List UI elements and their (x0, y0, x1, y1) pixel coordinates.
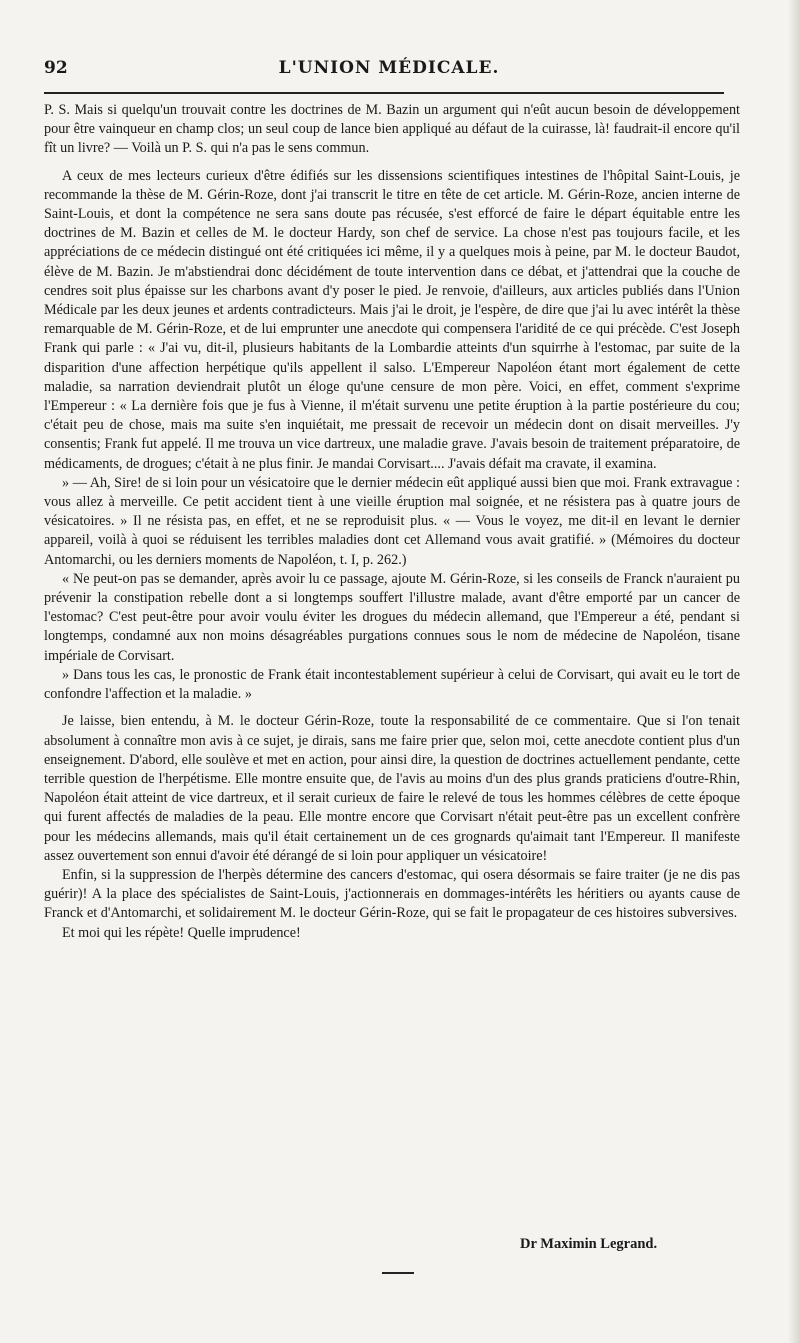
paragraph-postscript: P. S. Mais si quelqu'un trouvait contre les doctrines de M. Bazin un argument qui n'eût aucun besoin de développement pour être vainqueur en champ clos; un seul coup de lance bien appliqué au défaut de la cuirasse, là! faudrait-il encore qu'il fît un livre? — Voilà un P. S. qui n'a pas le sens commun. (44, 102, 740, 157)
author-signature: Dr Maximin Legrand. (520, 1236, 658, 1252)
paragraph: « Ne peut-on pas se demander, après avoir lu ce passage, ajoute M. Gérin-Roze, si les conseils de Franck n'auraient pu prévenir la constipation rebelle dont a si longtemps souffert l'illustre malade, avant d'être emporté par un cancer de l'estomac? C'est peut-être pour avoir voulu éviter les drogues du médecin allemand, que l'Empereur a été, pendant si longtemps, condamné aux non moins désagréables purgations connues sous le nom de médecine de Napoléon, tisane impériale de Corvisart. (44, 570, 740, 664)
running-title: L'UNION MÉDICALE. (278, 58, 500, 78)
paragraph: » Dans tous les cas, le pronostic de Frank était incontestablement supérieur à celui de Corvisart, qui avait eu le tort de confondre l'affection et la maladie. » (44, 666, 740, 703)
page-header (44, 58, 734, 84)
paragraph: Et moi qui les répète! Quelle imprudence! (62, 924, 301, 941)
header-rule (44, 92, 724, 94)
paragraph: Je laisse, bien entendu, à M. le docteur Gérin-Roze, toute la responsabilité de ce commentaire. Que si l'on tenait absolument à connaître mon avis à ce sujet, je dirais, sans me faire prier que, selon moi, cette anecdote contient plus d'un enseignement. D'abord, elle soulève et met en action, pour ainsi dire, la question de doctrines actuellement pendante, cette terrible question de l'herpétisme. Elle montre ensuite que, de l'avis au moins d'un des plus grands praticiens d'outre-Rhin, Napoléon était atteint de vice dartreux, et il serait curieux de faire le relevé de tous les hommes célèbres de cette époque qui furent affectés de maladies de la peau. Elle montre encore que Corvisart n'était peut-être pas un excellent confrère pour les médecins allemands, mais qu'il était certainement un de ces grognards qu'aimait tant l'Empereur. Il manifeste assez ouvertement son ennui d'avoir été dérangé de si loin pour appliquer un vésicatoire! (44, 713, 740, 864)
paragraph: Enfin, si la suppression de l'herpès détermine des cancers d'estomac, qui osera désormais se faire traiter (je ne dis pas guérir)! A la place des spécialistes de Saint-Louis, j'actionnerais en dommages-intérêts les héritiers ou ayants cause de Franck et d'Antomarchi, et solidairement M. le docteur Gérin-Roze, qui se fait le propagateur de ces histoires subversives. (44, 866, 740, 922)
article-body (44, 101, 740, 943)
page-number: 92 (44, 58, 68, 78)
end-rule (382, 1272, 414, 1274)
paragraph: » — Ah, Sire! de si loin pour un vésicatoire que le dernier médecin eût appliqué aussi bien que moi. Frank extravague : vous allez à merveille. Ce petit accident tient à une vieille éruption mal soignée, et ne résistera pas à quatre jours de vésicatoires. » Il ne résista pas, en effet, et ne se reproduisit plus. « — Vous le voyez, me dit-il en levant le dernier appareil, voilà à quoi se réduisent les terribles maladies dont cet Allemand vous avait gratifié. » (Mémoires du docteur Antomarchi, ou les derniers moments de Napoléon, t. I, p. 262.) (44, 474, 740, 568)
page-binding-shadow (788, 0, 800, 1343)
paragraph: A ceux de mes lecteurs curieux d'être édifiés sur les dissensions scientifiques intestines de l'hôpital Saint-Louis, je recommande la thèse de M. Gérin-Roze, dont j'ai transcrit le titre en tête de cet article. M. Gérin-Roze, ancien interne de Saint-Louis, et dont la compétence ne sera sans doute pas récusée, s'est efforcé de faire le départ équitable entre les doctrines de M. Bazin et celles de M. le docteur Hardy, son chef de service. La chose n'est pas toujours facile, et les appréciations de ce médecin distingué ont été critiquées ici même, il y a quelques mois à peine, par M. le docteur Baudot, élève de M. Bazin. Je m'abstiendrai donc décidément de toute intervention dans ce débat, et j'attendrai que la couche de cendres soit plus épaisse sur les charbons avant d'y poser le pied. Je renvoie, d'ailleurs, aux articles publiés dans l'Union Médicale par les deux jeunes et ardents contradicteurs. Mais j'ai le droit, je l'espère, de dire que j'ai lu avec intérêt la thèse remarquable de M. Gérin-Roze, et de lui emprunter une anecdote qui compensera l'aridité de ce qui précède. C'est Joseph Frank qui parle : « J'ai vu, dit-il, plusieurs habitants de la Lombardie atteints d'un squirrhe à l'estomac, par suite de la disparition d'une affection herpétique qu'ils appellent il salso. L'Empereur Napoléon étant mort également de cette maladie, sa narration deviendrait plutôt un éloge qu'une censure de mon père. Voici, en effet, comment s'exprime l'Empereur : « La dernière fois que je fus à Vienne, il m'était survenu une petite éruption à la partie postérieure du cou; c'était peu de chose, mais ma suite s'en inquiétait, me pressait de recevoir un médecin dont on disait merveilles. J'y consentis; Frank fut appelé. Il me trouva un vice dartreux, une maladie grave. J'avais besoin de traitement préparatoire, de médicaments, de drogues; c'était à ne plus finir. Je mandai Corvisart.... J'avais défait ma cravate, il examina. (44, 167, 740, 472)
